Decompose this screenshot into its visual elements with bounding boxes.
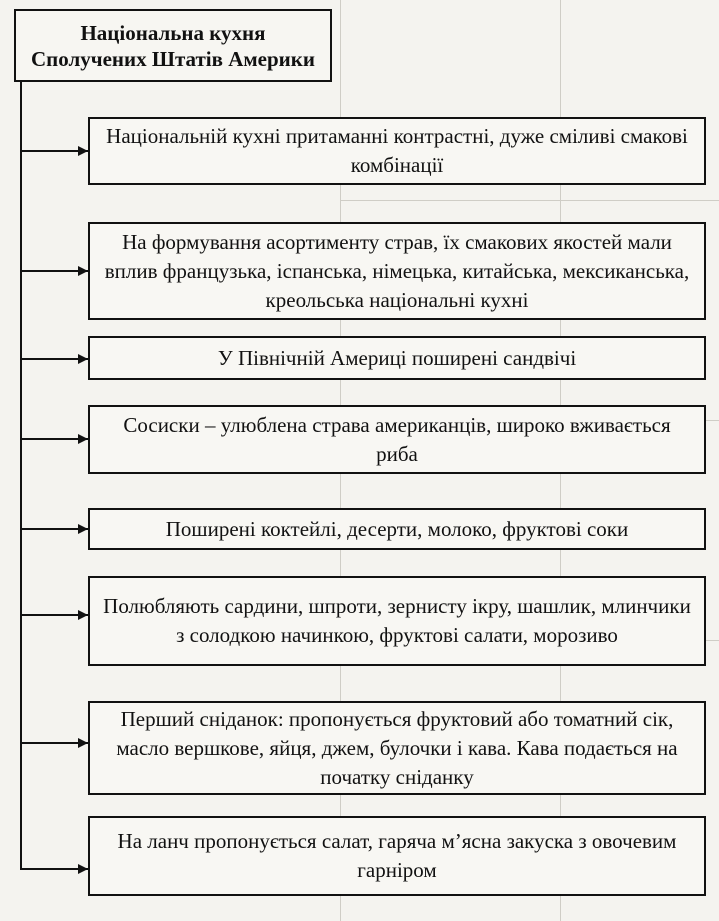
fact-box: Поширені коктейлі, десерти, молоко, фруктові соки [88, 508, 706, 550]
connector-spine [20, 82, 22, 870]
arrowhead-icon [78, 864, 88, 874]
background-line [340, 200, 719, 201]
fact-box: У Північній Америці поширені сандвічі [88, 336, 706, 380]
arrowhead-icon [78, 434, 88, 444]
fact-box: На формування асортименту страв, їх смакових якостей мали вплив французька, іспанська, німецька, китайська, мексиканська, креольська національні кухні [88, 222, 706, 320]
arrowhead-icon [78, 610, 88, 620]
arrowhead-icon [78, 354, 88, 364]
arrowhead-icon [78, 266, 88, 276]
arrowhead-icon [78, 738, 88, 748]
fact-box: Сосиски – улюблена страва американців, широко вживається риба [88, 405, 706, 474]
fact-box: Перший сніданок: пропонується фруктовий або томатний сік, масло вершкове, яйця, джем, булочки і кава. Кава подається на початку сніданку [88, 701, 706, 795]
fact-box: Національній кухні притаманні контрастні, дуже сміливі смакові комбінації [88, 117, 706, 185]
diagram-title: Національна кухня Сполучених Штатів Америки [14, 9, 332, 82]
arrowhead-icon [78, 146, 88, 156]
arrowhead-icon [78, 524, 88, 534]
fact-box: Полюбляють сардини, шпроти, зернисту ікру, шашлик, млинчики з солодкою начинкою, фруктові салати, морозиво [88, 576, 706, 666]
fact-box: На ланч пропонується салат, гаряча м’ясна закуска з овочевим гарніром [88, 816, 706, 896]
